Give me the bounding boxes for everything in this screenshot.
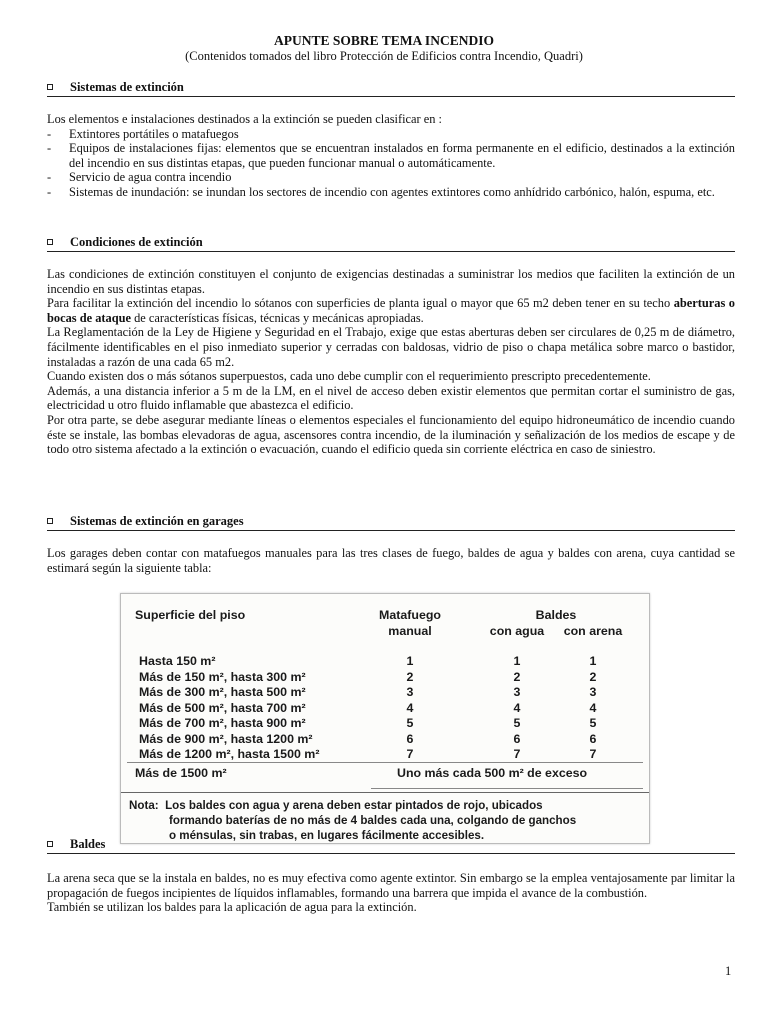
table-note: Nota: Los baldes con agua y arena deben estar pintados de rojo, ubicados formando baterías de no más de 4 baldes cada una, colgando de ganchos o ménsulas, sin trabas, en lugares fácilmente accesibles. [129, 799, 577, 842]
table-cell-con-arena: 1 [589, 654, 597, 668]
table-cell-matafuego: 5 [406, 716, 414, 730]
paragraph: La arena seca que se la instala en baldes, no es muy efectiva como agente extintor. Sin embargo se la emplea ventajosamente par limitar la propagación de fuegos incipientes de líquidos inflamables, formando una barrera que impida el avance de la combustión. [47, 871, 735, 900]
page-number: 1 [725, 964, 732, 978]
table-cell-surface: Hasta 150 m² [139, 654, 216, 668]
list-item: - Servicio de agua contra incendio [47, 170, 232, 185]
table-last-surface: Más de 1500 m² [135, 766, 227, 780]
paragraph: Para facilitar la extinción del incendio lo sótanos con superficies de planta igual o mayor que 65 m2 deben tener en su techo aberturas o bocas de ataque de características físicas, técnicas y mecánicas apropiadas. [47, 296, 735, 325]
paragraph: La Reglamentación de la Ley de Higiene y Seguridad en el Trabajo, exige que estas aberturas deben ser circulares de 0,25 m de diámetro, fácilmente identificables en el piso inmediato superior y cerradas con baldosas, vidrio de piso o chapa metálica sobre marco o bastidor, instaladas a razón de una cada 65 m2. [47, 325, 735, 369]
square-bullet-icon [47, 841, 53, 847]
table-cell-matafuego: 2 [406, 669, 414, 684]
table-divider [127, 762, 643, 763]
paragraph: Las condiciones de extinción constituyen el conjunto de exigencias destinadas a suministrar los medios que faciliten la extinción de un incendio en sus distintas etapas. [47, 267, 735, 296]
square-bullet-icon [47, 84, 53, 90]
document-subtitle: (Contenidos tomados del libro Protección de Edificios contra Incendio, Quadri) [185, 49, 583, 63]
table-cell-matafuego: 7 [406, 747, 414, 761]
document-title: APUNTE SOBRE TEMA INCENDIO [274, 33, 494, 48]
table-cell-con-arena: 4 [589, 700, 597, 715]
paragraph: Cuando existen dos o más sótanos superpuestos, cada uno debe cumplir con el requerimiento prescripto precedentemente. [47, 369, 651, 384]
table-cell-matafuego: 6 [406, 731, 414, 746]
table-divider [371, 788, 643, 789]
bold-term: aberturas o bocas de ataque [47, 296, 735, 325]
table-cell-surface: Más de 900 m², hasta 1200 m² [139, 731, 313, 746]
table-header-surface: Superficie del piso [135, 608, 246, 622]
table-cell-con-arena: 2 [589, 669, 597, 684]
table-cell-con-agua: 2 [513, 669, 521, 684]
table-cell-con-agua: 6 [513, 731, 521, 746]
section-heading-condiciones-extincion: Condiciones de extinción [47, 235, 735, 252]
section2-body [47, 267, 735, 457]
table-cell-surface: Más de 700 m², hasta 900 m² [139, 716, 306, 730]
table-cell-con-agua: 4 [513, 700, 521, 715]
table-cell-surface: Más de 150 m², hasta 300 m² [139, 669, 306, 684]
square-bullet-icon [47, 239, 53, 245]
table-cell-surface: Más de 500 m², hasta 700 m² [139, 700, 306, 715]
table-cell-con-agua: 3 [513, 685, 521, 699]
table-header-con-arena: con arena [563, 624, 623, 638]
section1-body [47, 112, 735, 200]
table-cell-matafuego: 4 [406, 700, 414, 715]
note-divider [121, 792, 649, 793]
section3-body: Los garages deben contar con matafuegos manuales para las tres clases de fuego, baldes de agua y baldes con arena, cuya cantidad se estimará según la siguiente tabla: [47, 546, 735, 575]
table-header-con-agua: con agua [489, 624, 545, 638]
table-last-value: Uno más cada 500 m² de exceso [397, 766, 588, 780]
table-header-baldes: Baldes [535, 608, 577, 622]
table-header-manual: manual [388, 624, 432, 638]
table-cell-con-arena: 5 [589, 716, 597, 730]
paragraph: Por otra parte, se debe asegurar mediante líneas o elementos especiales el funcionamiento del equipo hidroneumático de incendio cuando éste se instale, las bombas elevadoras de agua, ascensores contra incendio, de la iluminación y señalización de los medios de escape y de todo otro sistema afectado a la extinción o evacuación, cuando el edificio queda sin corriente eléctrica en caso de siniestro. [47, 412, 735, 457]
list-item: - Sistemas de inundación: se inundan los sectores de incendio con agentes extintores como anhídrido carbónico, halón, espuma, etc. [47, 184, 715, 199]
list-item: - Extintores portátiles o matafuegos [47, 126, 239, 141]
section-heading-extincion-garages: Sistemas de extinción en garages [47, 514, 735, 531]
section-heading-baldes: Baldes [47, 837, 735, 854]
table-cell-con-agua: 7 [513, 747, 521, 761]
list-item: - Equipos de instalaciones fijas: elementos que se encuentran instalados en forma permanente en el edificio, destinados a la extinción del incendio en sus distintas etapas, que pueden funcionar manual o automáticamente. [47, 141, 735, 170]
section1-intro: Los elementos e instalaciones destinados a la extinción se pueden clasificar en : [47, 112, 442, 126]
paragraph: Además, a una distancia inferior a 5 m de la LM, en el nivel de acceso deben existir elementos que permitan cortar el suministro de gas, electricidad u otro fluido inflamable que abastezca el edificio. [47, 383, 735, 413]
paragraph: También se utilizan los baldes para la aplicación de agua para la extinción. [47, 900, 417, 915]
table-cell-con-agua: 5 [513, 716, 521, 730]
square-bullet-icon [47, 518, 53, 524]
section-heading-sistemas-extincion: Sistemas de extinción [47, 80, 735, 97]
garage-extinguisher-table [120, 593, 650, 844]
table-cell-con-arena: 3 [589, 685, 597, 699]
table-cell-surface: Más de 300 m², hasta 500 m² [139, 685, 306, 699]
table-header-matafuego: Matafuego [379, 608, 441, 622]
section4-body [47, 871, 735, 915]
table-cell-con-arena: 6 [589, 731, 597, 746]
table-cell-con-arena: 7 [589, 747, 597, 761]
table-cell-matafuego: 3 [406, 685, 414, 699]
table-cell-matafuego: 1 [406, 654, 414, 668]
table-cell-surface: Más de 1200 m², hasta 1500 m² [139, 747, 320, 761]
table-cell-con-agua: 1 [513, 654, 521, 668]
